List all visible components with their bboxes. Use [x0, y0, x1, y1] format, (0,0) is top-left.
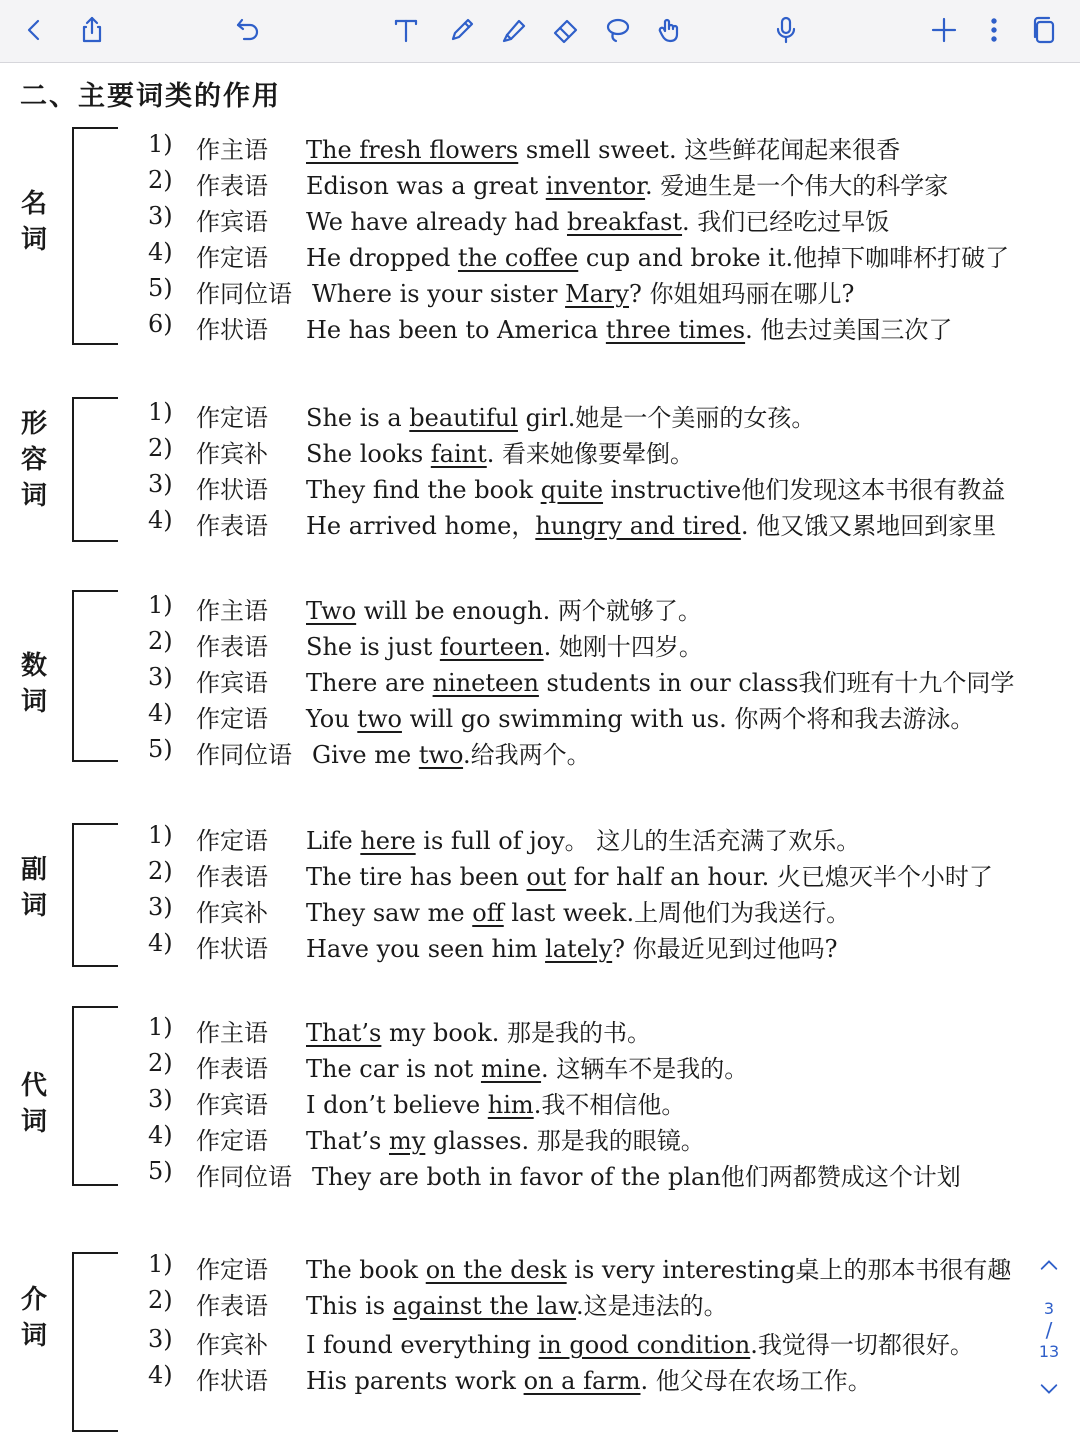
label-char: 数 [20, 651, 47, 681]
sentence-text: .我不相信他。 [533, 1091, 686, 1119]
sentence-text: cup and broke it.他掉下咖啡杯打破了 [578, 244, 1010, 272]
underlined-word: That’s [306, 1019, 382, 1047]
sentence-text: She is a [306, 404, 410, 432]
item-role: 作同位语 [196, 741, 292, 769]
underlined-word: off [472, 899, 504, 927]
sentence-text: girl.她是一个美丽的女孩。 [517, 404, 816, 432]
underlined-word: inventor [545, 172, 646, 200]
bracket [72, 823, 118, 967]
label-char: 词 [20, 1321, 47, 1351]
chevron-up-icon[interactable] [1030, 1255, 1068, 1281]
item-role: 作表语 [196, 172, 268, 200]
item-number: 1) [148, 591, 173, 619]
item-role: 作主语 [196, 597, 268, 625]
list-item [148, 591, 1068, 627]
list-item [148, 310, 1068, 346]
sentence-text: . 他又饿又累地回到家里 [740, 512, 997, 540]
sentence-text: for half an hour. 火已熄灭半个小时了 [566, 863, 993, 891]
top-toolbar [0, 0, 1080, 63]
list-item [148, 1157, 1068, 1193]
item-number: 4) [148, 699, 173, 727]
sentence-text: I don’t believe [306, 1091, 488, 1119]
bracket [72, 397, 118, 542]
item-number: 2) [148, 857, 173, 885]
item-sentence [306, 929, 838, 964]
underlined-word: breakfast [566, 208, 683, 236]
underlined-word: quite [540, 476, 604, 504]
sentence-text: . 看来她像要晕倒。 [486, 440, 695, 468]
sentence-text: He has been to America [306, 316, 606, 344]
underlined-word: faint [430, 440, 487, 468]
sentence-text: . 爱迪生是一个伟大的科学家 [645, 172, 949, 200]
sentence-text: instructive他们发现这本书很有教益 [603, 476, 1006, 504]
eraser-icon[interactable] [546, 10, 586, 50]
list-item [148, 1250, 1068, 1286]
item-number: 1) [148, 1250, 173, 1278]
sentence-text: glasses. 那是我的眼镜。 [425, 1127, 705, 1155]
underlined-word: Mary [565, 280, 629, 308]
underlined-word: here [360, 827, 416, 855]
list-item [148, 1325, 1068, 1361]
underlined-word: my [389, 1127, 426, 1155]
label-char: 形 [20, 409, 47, 439]
item-sentence [306, 663, 1014, 698]
list-item [148, 1121, 1068, 1157]
sentence-text: is very interesting桌上的那本书很有趣 [566, 1256, 1012, 1284]
item-sentence [306, 591, 702, 626]
list-item [148, 699, 1068, 735]
sentence-text: will be enough. 两个就够了。 [356, 597, 702, 625]
item-number: 3) [148, 1325, 173, 1353]
item-sentence [306, 1013, 651, 1048]
underlined-word: two [418, 741, 464, 769]
sentence-text: last week.上周他们为我送行。 [503, 899, 851, 927]
list-item [148, 1286, 1068, 1322]
item-role: 作状语 [196, 935, 268, 963]
item-role: 作定语 [196, 1127, 268, 1155]
item-number: 3) [148, 1085, 173, 1113]
sentence-text: They find the book [306, 476, 541, 504]
sentence-text: His parents work [306, 1367, 524, 1395]
sentence-text: Give me [312, 741, 419, 769]
item-number: 6) [148, 310, 173, 338]
item-number: 1) [148, 398, 173, 426]
label-char: 词 [20, 687, 47, 717]
item-role: 作宾补 [196, 440, 268, 468]
item-number: 3) [148, 470, 173, 498]
list-item [148, 735, 1068, 771]
item-role: 作宾语 [196, 208, 268, 236]
page-navigator [1030, 1255, 1068, 1415]
item-role: 作表语 [196, 512, 268, 540]
undo-icon[interactable] [228, 10, 268, 50]
item-role: 作表语 [196, 1055, 268, 1083]
label-char: 词 [20, 1107, 47, 1137]
sentence-text: . 他父母在农场工作。 [640, 1367, 872, 1395]
item-role: 作定语 [196, 827, 268, 855]
list-item [148, 663, 1068, 699]
item-number: 2) [148, 627, 173, 655]
underlined-word: lately [545, 935, 613, 963]
item-number: 5) [148, 1157, 173, 1185]
underlined-word: three times [605, 316, 746, 344]
item-sentence [312, 274, 854, 309]
item-sentence [306, 1250, 1011, 1285]
lasso-icon[interactable] [598, 10, 638, 50]
item-number: 4) [148, 238, 173, 266]
pages-icon[interactable] [1024, 10, 1064, 50]
list-item [148, 821, 1068, 857]
label-char: 介 [20, 1285, 47, 1315]
item-role: 作状语 [196, 476, 268, 504]
item-sentence [306, 238, 1009, 273]
item-number: 4) [148, 506, 173, 534]
item-sentence [312, 735, 591, 770]
sentence-text: This is [306, 1292, 393, 1320]
list-item [148, 1085, 1068, 1121]
item-number: 3) [148, 893, 173, 921]
sentence-text: . 这辆车不是我的。 [541, 1055, 749, 1083]
current-page: 3 [1043, 1299, 1055, 1318]
microphone-icon[interactable] [766, 10, 806, 50]
underlined-word: on the desk [425, 1256, 567, 1284]
item-sentence [306, 1325, 974, 1360]
item-role: 作主语 [196, 1019, 268, 1047]
item-number: 2) [148, 166, 173, 194]
sentence-text: will go swimming with us. 你两个将和我去游泳。 [401, 705, 975, 733]
sentence-text: The car is not [306, 1055, 481, 1083]
item-role: 作同位语 [196, 280, 292, 308]
item-role: 作表语 [196, 1292, 268, 1320]
label-char: 代 [20, 1071, 47, 1101]
item-sentence [312, 1157, 961, 1192]
sentence-text: smell sweet. 这些鲜花闻起来很香 [518, 136, 901, 164]
underlined-word: nineteen [432, 669, 539, 697]
bracket [72, 1006, 118, 1186]
sentence-text: . 我们已经吃过早饭 [682, 208, 890, 236]
list-item [148, 130, 1068, 166]
section-label [17, 1282, 51, 1354]
list-item [148, 470, 1068, 506]
item-number: 1) [148, 130, 173, 158]
label-char: 名 [20, 189, 47, 219]
underlined-word: Two [306, 597, 357, 625]
sentence-text: my book. 那是我的书。 [381, 1019, 652, 1047]
list-item [148, 166, 1068, 202]
list-item [148, 202, 1068, 238]
section-label [17, 852, 51, 924]
sentence-text: You [306, 705, 358, 733]
sentence-text: She is just [306, 633, 440, 661]
item-role: 作定语 [196, 404, 268, 432]
item-role: 作宾补 [196, 899, 268, 927]
label-char: 词 [20, 891, 47, 921]
underlined-word: against the law [392, 1292, 577, 1320]
text-tool-icon[interactable] [386, 10, 426, 50]
item-role: 作宾补 [196, 1331, 268, 1359]
sentence-text: The tire has been [306, 863, 527, 891]
item-number: 4) [148, 929, 173, 957]
item-sentence [306, 434, 694, 469]
item-role: 作主语 [196, 136, 268, 164]
item-role: 作表语 [196, 863, 268, 891]
item-sentence [306, 310, 952, 345]
sentence-text: That’s [306, 1127, 389, 1155]
plus-icon[interactable] [924, 10, 964, 50]
item-number: 1) [148, 821, 173, 849]
pencil-icon[interactable] [442, 10, 482, 50]
more-vertical-icon[interactable] [974, 10, 1014, 50]
share-icon[interactable] [72, 10, 112, 50]
item-sentence [306, 893, 850, 928]
item-sentence [306, 506, 996, 541]
underlined-word: mine [480, 1055, 542, 1083]
sentence-text: . 她刚十四岁。 [543, 633, 703, 661]
list-item [148, 929, 1068, 965]
section-label [17, 648, 51, 720]
bracket [72, 590, 118, 762]
sentence-text: He arrived home， [306, 512, 536, 540]
chevron-down-icon[interactable] [1030, 1377, 1068, 1403]
list-item [148, 893, 1068, 929]
label-char: 副 [20, 855, 47, 885]
item-sentence [306, 166, 948, 201]
section-label [17, 1068, 51, 1140]
item-number: 2) [148, 1286, 173, 1314]
sentence-text: is full of joy。 这儿的生活充满了欢乐。 [415, 827, 861, 855]
item-role: 作定语 [196, 244, 268, 272]
item-role: 作状语 [196, 316, 268, 344]
list-item [148, 1049, 1068, 1085]
label-char: 词 [20, 225, 47, 255]
sentence-text: .这是违法的。 [576, 1292, 728, 1320]
item-sentence [306, 821, 860, 856]
item-role: 作宾语 [196, 669, 268, 697]
underlined-word: hungry and tired [535, 512, 741, 540]
highlighter-icon[interactable] [494, 10, 534, 50]
sentence-text: Edison was a great [306, 172, 546, 200]
list-item [148, 238, 1068, 274]
underlined-word: The fresh flowers [306, 136, 519, 164]
underlined-word: two [357, 705, 402, 733]
item-sentence [306, 398, 815, 433]
sentence-text: They are both in favor of the plan他们两都赞成这个计划 [312, 1163, 961, 1191]
sentence-text: Where is your sister [312, 280, 566, 308]
item-number: 2) [148, 434, 173, 462]
list-item [148, 274, 1068, 310]
label-char: 容 [20, 445, 47, 475]
underlined-word: on a farm [523, 1367, 641, 1395]
item-sentence [306, 699, 974, 734]
sentence-text: They saw me [306, 899, 473, 927]
list-item [148, 506, 1068, 542]
sentence-text: students in our class我们班有十九个同学 [538, 669, 1015, 697]
item-sentence [306, 470, 1005, 505]
underlined-word: in good condition [538, 1331, 751, 1359]
item-number: 5) [148, 735, 173, 763]
section-label [17, 406, 51, 514]
item-role: 作状语 [196, 1367, 268, 1395]
total-pages: 13 [1038, 1342, 1060, 1361]
item-number: 3) [148, 202, 173, 230]
underlined-word: him [487, 1091, 534, 1119]
sentence-text: .给我两个。 [463, 741, 591, 769]
item-number: 1) [148, 1013, 173, 1041]
item-sentence [306, 857, 993, 892]
item-role: 作表语 [196, 633, 268, 661]
item-number: 3) [148, 663, 173, 691]
page-title: 二、主要词类的作用 [20, 81, 281, 112]
item-sentence [306, 202, 889, 237]
item-sentence [306, 1085, 685, 1120]
item-number: 4) [148, 1361, 173, 1389]
item-role: 作同位语 [196, 1163, 292, 1191]
sentence-text: We have already had [306, 208, 567, 236]
item-sentence [306, 130, 900, 165]
page-separator: / [1045, 1318, 1053, 1342]
item-role: 作宾语 [196, 1091, 268, 1119]
hand-touch-icon[interactable] [650, 10, 690, 50]
sentence-text: I found everything [306, 1331, 539, 1359]
list-item [148, 1013, 1068, 1049]
list-item [148, 434, 1068, 470]
item-sentence [306, 627, 703, 662]
list-item [148, 857, 1068, 893]
list-item [148, 398, 1068, 434]
sentence-text: .我觉得一切都很好。 [750, 1331, 974, 1359]
sentence-text: There are [306, 669, 433, 697]
list-item [148, 627, 1068, 663]
sentence-text: She looks [306, 440, 431, 468]
sentence-text: He dropped [306, 244, 458, 272]
sentence-text: The book [306, 1256, 426, 1284]
sentence-text: . 他去过美国三次了 [745, 316, 953, 344]
sentence-text: ? 你最近见到过他吗? [612, 935, 838, 963]
underlined-word: fourteen [439, 633, 544, 661]
underlined-word: the coffee [457, 244, 579, 272]
sentence-text: Have you seen him [306, 935, 546, 963]
item-role: 作定语 [196, 1256, 268, 1284]
underlined-word: beautiful [409, 404, 518, 432]
item-sentence [306, 1121, 705, 1156]
item-number: 5) [148, 274, 173, 302]
label-char: 词 [20, 481, 47, 511]
item-sentence [306, 1049, 748, 1084]
item-number: 4) [148, 1121, 173, 1149]
sentence-text: Life [306, 827, 361, 855]
item-number: 2) [148, 1049, 173, 1077]
list-item [148, 1361, 1068, 1397]
item-role: 作定语 [196, 705, 268, 733]
item-sentence [306, 1286, 728, 1321]
chevron-left-icon[interactable] [14, 10, 54, 50]
underlined-word: out [526, 863, 567, 891]
bracket [72, 1252, 118, 1432]
item-sentence [306, 1361, 872, 1396]
section-label [17, 186, 51, 258]
bracket [72, 127, 118, 345]
sentence-text: ? 你姐姐玛丽在哪儿? [629, 280, 855, 308]
